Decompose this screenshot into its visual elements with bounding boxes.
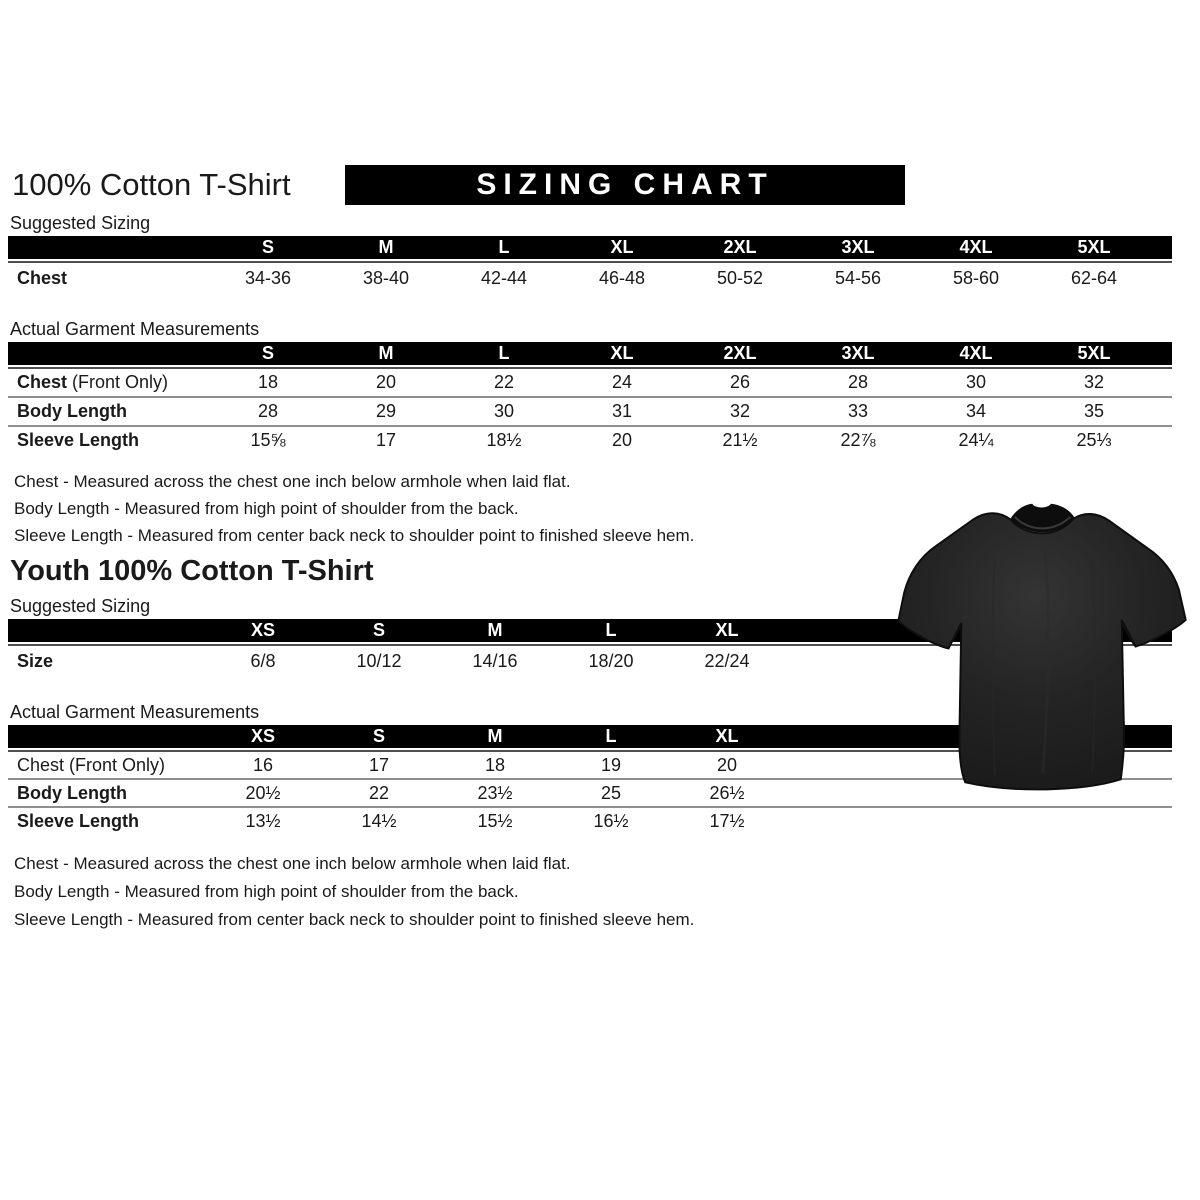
size-col-header: L [605, 620, 617, 640]
table-cell: 62-64 [1070, 268, 1118, 288]
table-cell: 23½ [477, 783, 513, 803]
adult-chest-row [8, 367, 1172, 398]
size-col-header: 4XL [959, 343, 993, 363]
table-cell: 29 [375, 401, 397, 421]
table-cell: 6/8 [250, 651, 276, 671]
note-line: Sleeve Length - Measured from center back neck to shoulder point to finished sleeve hem. [14, 910, 695, 929]
youth-sleeve-length-row [8, 808, 1172, 834]
youth-measurement-notes [14, 850, 1172, 934]
size-col-header: 2XL [723, 237, 757, 257]
page-title: 100% Cotton T-Shirt [12, 167, 291, 202]
table-cell: 20 [716, 755, 738, 775]
table-cell: 14/16 [472, 651, 518, 671]
table-cell: 28 [847, 372, 869, 392]
size-col-header: S [372, 726, 385, 746]
row-label-bold: Chest [17, 372, 68, 392]
table-cell: 31 [611, 401, 633, 421]
table-cell: 22 [493, 372, 515, 392]
adult-suggested-header-row [8, 236, 1172, 259]
row-label [8, 369, 209, 396]
table-cell: 18/20 [588, 651, 634, 671]
size-col-header: XL [610, 237, 634, 257]
adult-suggested-table [8, 236, 1172, 293]
table-cell: 20½ [245, 783, 281, 803]
size-col-header: 3XL [841, 237, 875, 257]
size-col-header: S [261, 237, 274, 257]
table-cell: 22/24 [704, 651, 750, 671]
table-cell: 30 [965, 372, 987, 392]
row-label: Body Length [17, 401, 127, 421]
table-cell: 35 [1083, 401, 1105, 421]
table-cell: 42-44 [480, 268, 528, 288]
row-label: Body Length [17, 783, 127, 803]
row-label: Chest [17, 268, 68, 288]
table-cell: 54-56 [834, 268, 882, 288]
table-cell: 24 [611, 372, 633, 392]
adult-actual-measurements-label: Actual Garment Measurements [10, 319, 260, 339]
size-col-header: M [487, 620, 503, 640]
table-cell: 50-52 [716, 268, 764, 288]
table-cell: 34-36 [244, 268, 292, 288]
youth-section-title: Youth 100% Cotton T-Shirt [10, 555, 374, 587]
table-cell: 46-48 [598, 268, 646, 288]
table-cell: 19 [600, 755, 622, 775]
adult-suggested-sizing-label: Suggested Sizing [10, 213, 151, 233]
black-tshirt-icon [896, 492, 1192, 802]
table-cell: 38-40 [362, 268, 410, 288]
table-cell: 14½ [361, 811, 397, 831]
size-col-header: 4XL [959, 237, 993, 257]
table-cell: 58-60 [952, 268, 1000, 288]
table-cell: 15⅝ [250, 430, 286, 450]
table-cell: 28 [257, 401, 279, 421]
table-cell: 24¼ [958, 430, 994, 450]
size-col-header: XS [250, 620, 275, 640]
note-line: Body Length - Measured from high point of shoulder from the back. [14, 882, 519, 901]
table-cell: 22⅞ [840, 430, 876, 450]
table-cell: 13½ [245, 811, 281, 831]
header-spacer-cell [8, 619, 205, 642]
table-cell: 20 [611, 430, 633, 450]
size-col-header: XL [610, 343, 634, 363]
size-col-header: M [378, 237, 394, 257]
row-label: Size [17, 651, 54, 671]
youth-actual-measurements-label: Actual Garment Measurements [10, 702, 260, 722]
table-cell: 17½ [709, 811, 745, 831]
youth-suggested-sizing-label: Suggested Sizing [10, 596, 151, 616]
table-cell: 32 [1083, 372, 1105, 392]
table-cell: 25⅓ [1076, 430, 1112, 450]
table-cell: 33 [847, 401, 869, 421]
table-cell: 16 [252, 755, 274, 775]
row-label: Chest (Front Only) [17, 755, 166, 775]
table-cell: 32 [729, 401, 751, 421]
header-spacer-cell [8, 342, 209, 365]
table-cell: 26½ [709, 783, 745, 803]
sizing-chart-banner: SIZING CHART [345, 165, 905, 205]
row-label: Sleeve Length [17, 811, 140, 831]
table-cell: 17 [368, 755, 390, 775]
size-col-header: L [498, 237, 510, 257]
size-col-header: 2XL [723, 343, 757, 363]
table-cell: 18 [484, 755, 506, 775]
table-cell: 16½ [593, 811, 629, 831]
table-cell: 15½ [477, 811, 513, 831]
adult-chest-range-row [8, 261, 1172, 293]
adult-sleeve-length-row [8, 427, 1172, 454]
header-row [8, 165, 1172, 205]
table-cell: 20 [375, 372, 397, 392]
adult-actual-table [8, 342, 1172, 454]
table-cell: 17 [375, 430, 397, 450]
table-cell: 21½ [722, 430, 758, 450]
table-cell: 30 [493, 401, 515, 421]
size-col-header: XL [715, 620, 739, 640]
size-col-header: XS [250, 726, 275, 746]
header-spacer-cell [8, 236, 209, 259]
size-col-header: XL [715, 726, 739, 746]
note-line: Sleeve Length - Measured from center back neck to shoulder point to finished sleeve hem. [14, 526, 695, 545]
note-line: Chest - Measured across the chest one inch below armhole when laid flat. [14, 854, 571, 873]
row-label-suffix: (Front Only) [67, 372, 169, 392]
size-col-header: S [372, 620, 385, 640]
table-cell: 25 [600, 783, 622, 803]
size-col-header: 5XL [1077, 343, 1111, 363]
table-cell: 18½ [486, 430, 522, 450]
header-spacer-cell [8, 725, 205, 748]
row-label: Sleeve Length [17, 430, 140, 450]
size-col-header: L [605, 726, 617, 746]
tshirt-product-image [896, 492, 1192, 802]
size-col-header: 5XL [1077, 237, 1111, 257]
note-line: Chest - Measured across the chest one inch below armhole when laid flat. [14, 472, 571, 491]
size-col-header: M [487, 726, 503, 746]
table-cell: 26 [729, 372, 751, 392]
size-col-header: S [261, 343, 274, 363]
table-cell: 18 [257, 372, 279, 392]
table-cell: 34 [965, 401, 987, 421]
note-line: Body Length - Measured from high point of shoulder from the back. [14, 499, 519, 518]
adult-body-length-row [8, 398, 1172, 427]
size-col-header: L [498, 343, 510, 363]
size-col-header: 3XL [841, 343, 875, 363]
size-col-header: M [378, 343, 394, 363]
table-cell: 10/12 [356, 651, 402, 671]
adult-actual-header-row [8, 342, 1172, 365]
table-cell: 22 [368, 783, 390, 803]
